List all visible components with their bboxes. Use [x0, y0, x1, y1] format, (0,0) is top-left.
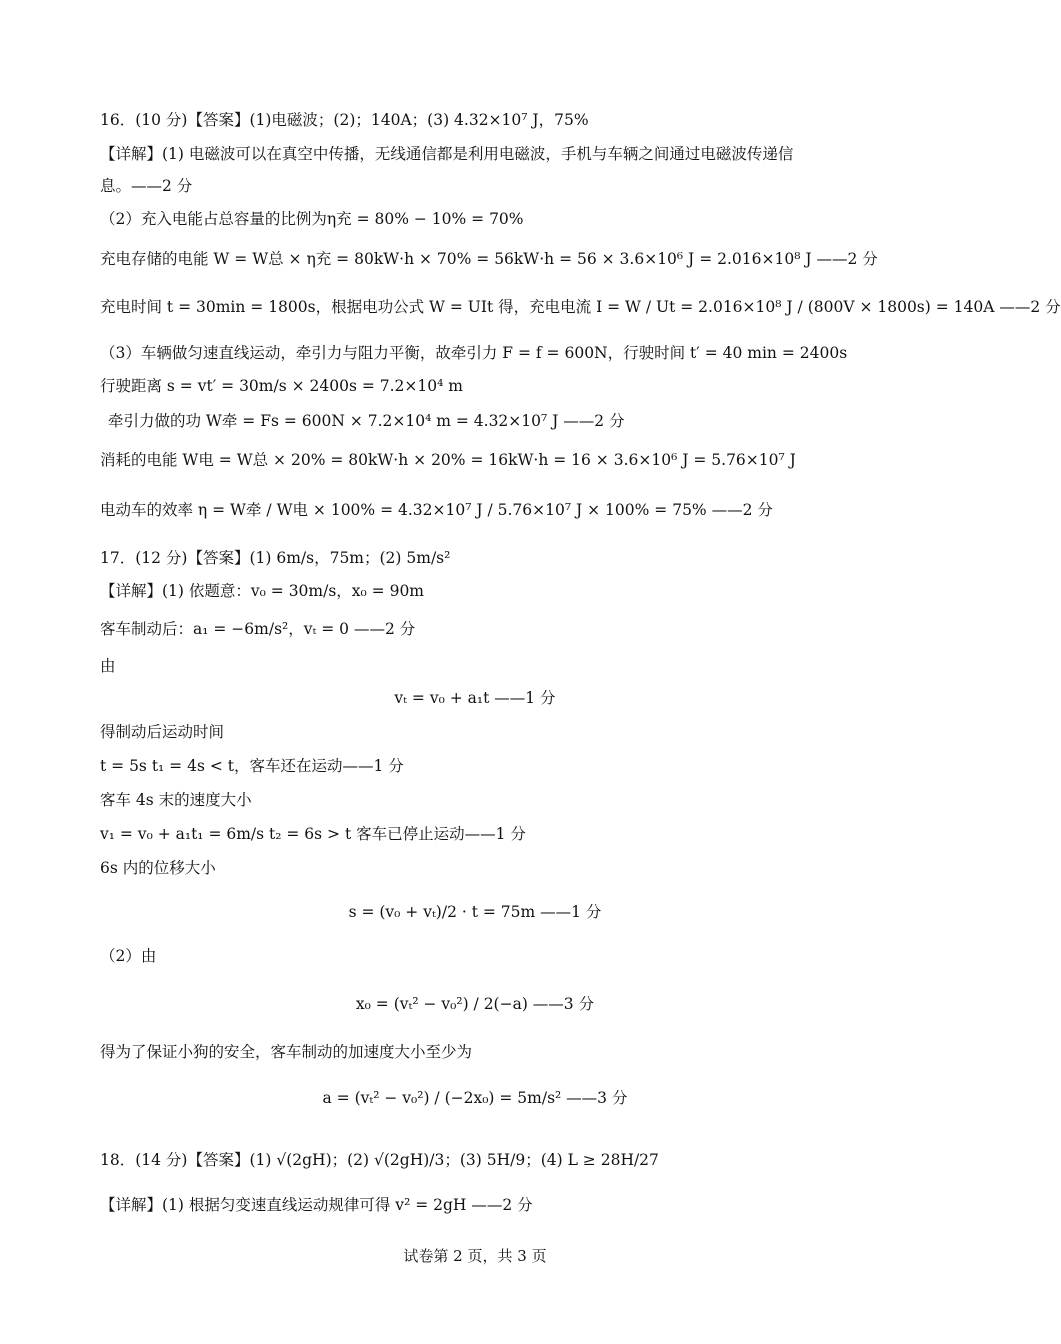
line-q17-disp: 6s 内的位移大小	[100, 859, 216, 877]
line-q16-current: 充电时间 t = 30min = 1800s，根据电功公式 W = UIt 得，充电电流 I = W / Ut = 2.016×10⁸ J / (800V × 1800s) = 140A ——2 分	[100, 298, 1061, 316]
line-q17-v1: v₁ = v₀ + a₁t₁ = 6m/s t₂ = 6s > t 客车已停止运动——1 分	[100, 825, 526, 843]
equation-velocity: vₜ = v₀ + a₁t ——1 分	[394, 689, 556, 707]
line-q16-detail-2: 息。——2 分	[100, 177, 193, 195]
line-q16-energy: 充电存储的电能 W = W总 × η充 = 80kW·h × 70% = 56kW·h = 56 × 3.6×10⁶ J = 2.016×10⁸ J ——2 分	[100, 250, 878, 268]
line-q17-you: 由	[100, 657, 116, 675]
line-q16-work: 牵引力做的功 W牵 = Fs = 600N × 7.2×10⁴ m = 4.32×10⁷ J ——2 分	[108, 412, 625, 430]
equation-a: a = (vₜ² − v₀²) / (−2x₀) = 5m/s² ——3 分	[322, 1089, 628, 1107]
line-q17-safety: 得为了保证小狗的安全，客车制动的加速度大小至少为	[100, 1043, 473, 1061]
equation-displacement: s = (v₀ + vₜ)/2 · t = 75m ——1 分	[348, 903, 602, 921]
line-q17-t: t = 5s t₁ = 4s < t，客车还在运动——1 分	[100, 757, 404, 775]
line-q16-efficiency: 电动车的效率 η = W牵 / W电 × 100% = 4.32×10⁷ J / 5.76×10⁷ J × 100% = 75% ——2 分	[100, 501, 773, 519]
line-q16-consumed: 消耗的电能 W电 = W总 × 20% = 80kW·h × 20% = 16kW·h = 16 × 3.6×10⁶ J = 5.76×10⁷ J	[100, 451, 796, 469]
line-q17-speed4s: 客车 4s 末的速度大小	[100, 791, 252, 809]
line-q18-answer: 18．(14 分)【答案】(1) √(2gH)；(2) √(2gH)/3；(3) 5H/9；(4) L ≥ 28H/27	[100, 1151, 659, 1169]
line-q16-distance: 行驶距离 s = vt′ = 30m/s × 2400s = 7.2×10⁴ m	[100, 377, 463, 395]
line-q16-part3: （3）车辆做匀速直线运动，牵引力与阻力平衡，故牵引力 F = f = 600N，行驶时间 t′ = 40 min = 2400s	[100, 344, 848, 362]
line-q17-braking: 客车制动后：a₁ = −6m/s²，vₜ = 0 ——2 分	[100, 620, 416, 638]
line-q18-detail: 【详解】(1) 根据匀变速直线运动规律可得 v² = 2gH ——2 分	[100, 1196, 533, 1214]
line-q17-part2: （2）由	[100, 947, 157, 965]
line-q16-ratio: （2）充入电能占总容量的比例为η充 = 80% − 10% = 70%	[100, 210, 524, 228]
line-q17-given: 【详解】(1) 依题意：v₀ = 30m/s，x₀ = 90m	[100, 582, 425, 600]
line-q17-time: 得制动后运动时间	[100, 723, 225, 741]
line-q16-answer: 16．(10 分)【答案】(1)电磁波；(2)；140A；(3) 4.32×10⁷ J，75%	[100, 111, 589, 129]
equation-x0: x₀ = (vₜ² − v₀²) / 2(−a) ——3 分	[355, 995, 595, 1013]
page-footer: 试卷第 2 页，共 3 页	[403, 1247, 547, 1265]
line-q16-detail-1: 【详解】(1) 电磁波可以在真空中传播，无线通信都是利用电磁波，手机与车辆之间通过电磁波传递信	[100, 145, 794, 163]
line-q17-answer: 17．(12 分)【答案】(1) 6m/s，75m；(2) 5m/s²	[100, 549, 451, 567]
